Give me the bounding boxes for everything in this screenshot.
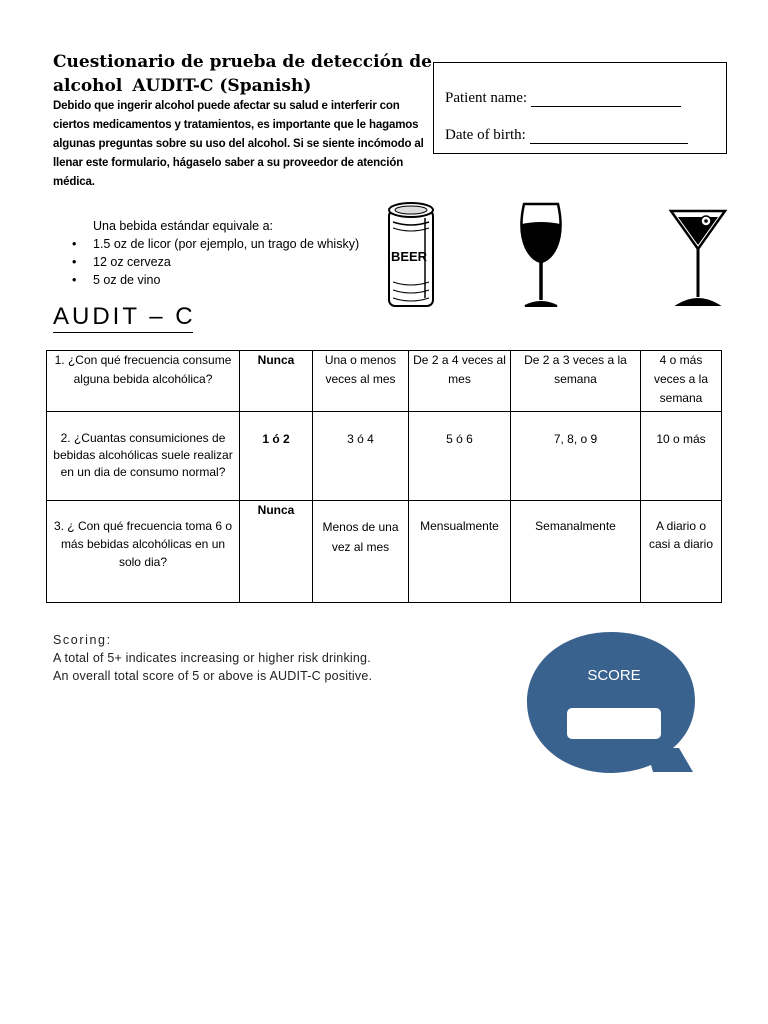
- patient-name-field[interactable]: [531, 92, 681, 107]
- audit-c-table: [46, 350, 722, 603]
- answer-option[interactable]: Nunca: [240, 351, 313, 412]
- answer-option[interactable]: 1 ó 2: [240, 412, 313, 501]
- score-badge: [527, 632, 695, 774]
- answer-option[interactable]: 5 ó 6: [409, 412, 511, 501]
- page-title: [53, 50, 433, 98]
- table-row: [47, 351, 722, 412]
- answer-option[interactable]: De 2 a 4 veces al mes: [409, 351, 511, 412]
- scoring-line-2: An overall total score of 5 or above is AUDIT-C positive.: [53, 669, 373, 683]
- list-item: • 12 oz cerveza: [70, 253, 359, 271]
- score-input[interactable]: [567, 708, 661, 739]
- title-audit-c: AUDIT-C (Spanish): [132, 76, 312, 96]
- standard-drink-info: [70, 217, 359, 289]
- title-line-1: Cuestionario de prueba de detección de: [53, 52, 432, 72]
- intro-paragraph: Debido que ingerir alcohol puede afectar su salud e interferir con ciertos medicamentos y tratamientos, es importante que le hagamos algunas preguntas sobre su uso del alcohol. Si se siente incómodo al llenar este formulario, hágaselo saber a su proveedor de atención médica.: [53, 100, 424, 188]
- question-3: 3. ¿ Con qué frecuencia toma 6 o más bebidas alcohólicas en un solo dia?: [47, 501, 240, 603]
- question-1: 1. ¿Con qué frecuencia consume alguna bebida alcohólica?: [47, 351, 240, 412]
- standard-drink-heading: Una bebida estándar equivale a:: [93, 219, 273, 233]
- list-item: • 1.5 oz de licor (por ejemplo, un trago de whisky): [70, 235, 359, 253]
- standard-drink-list: [70, 235, 359, 289]
- answer-option[interactable]: 4 o más veces a la semana: [641, 351, 722, 412]
- answer-option[interactable]: Una o menos veces al mes: [313, 351, 409, 412]
- answer-option[interactable]: Semanalmente: [511, 501, 641, 603]
- scoring-info: [53, 631, 372, 685]
- date-of-birth-field[interactable]: [530, 129, 688, 144]
- wine-glass-icon: [516, 200, 566, 310]
- answer-option[interactable]: Mensualmente: [409, 501, 511, 603]
- scoring-label: Scoring:: [53, 633, 112, 647]
- title-alcohol: alcohol: [53, 76, 123, 96]
- title-line-2: [53, 74, 433, 98]
- date-of-birth-row: [445, 127, 688, 144]
- beer-can-icon: [385, 200, 437, 310]
- answer-option[interactable]: 10 o más: [641, 412, 722, 501]
- answer-option[interactable]: A diario o casi a diario: [641, 501, 722, 603]
- answer-option[interactable]: Menos de una vez al mes: [313, 501, 409, 603]
- patient-info-box: [433, 62, 727, 154]
- answer-option[interactable]: Nunca: [240, 501, 313, 603]
- patient-name-row: [445, 90, 681, 107]
- date-of-birth-label: Date of birth:: [445, 127, 526, 143]
- beer-label: BEER: [390, 249, 428, 264]
- table-row: [47, 501, 722, 603]
- answer-option[interactable]: 3 ó 4: [313, 412, 409, 501]
- answer-option[interactable]: De 2 a 3 veces a la semana: [511, 351, 641, 412]
- answer-option[interactable]: 7, 8, o 9: [511, 412, 641, 501]
- score-badge-shape: [527, 632, 695, 773]
- question-2: 2. ¿Cuantas consumiciones de bebidas alcohólicas suele realizar en un dia de consumo normal?: [47, 412, 240, 501]
- score-label: SCORE: [587, 667, 641, 684]
- audit-c-heading: AUDIT – C: [53, 303, 196, 330]
- scoring-line-1: A total of 5+ indicates increasing or higher risk drinking.: [53, 651, 371, 665]
- patient-name-label: Patient name:: [445, 90, 528, 106]
- list-item: • 5 oz de vino: [70, 271, 359, 289]
- table-row: [47, 412, 722, 501]
- martini-glass-icon: [668, 205, 728, 310]
